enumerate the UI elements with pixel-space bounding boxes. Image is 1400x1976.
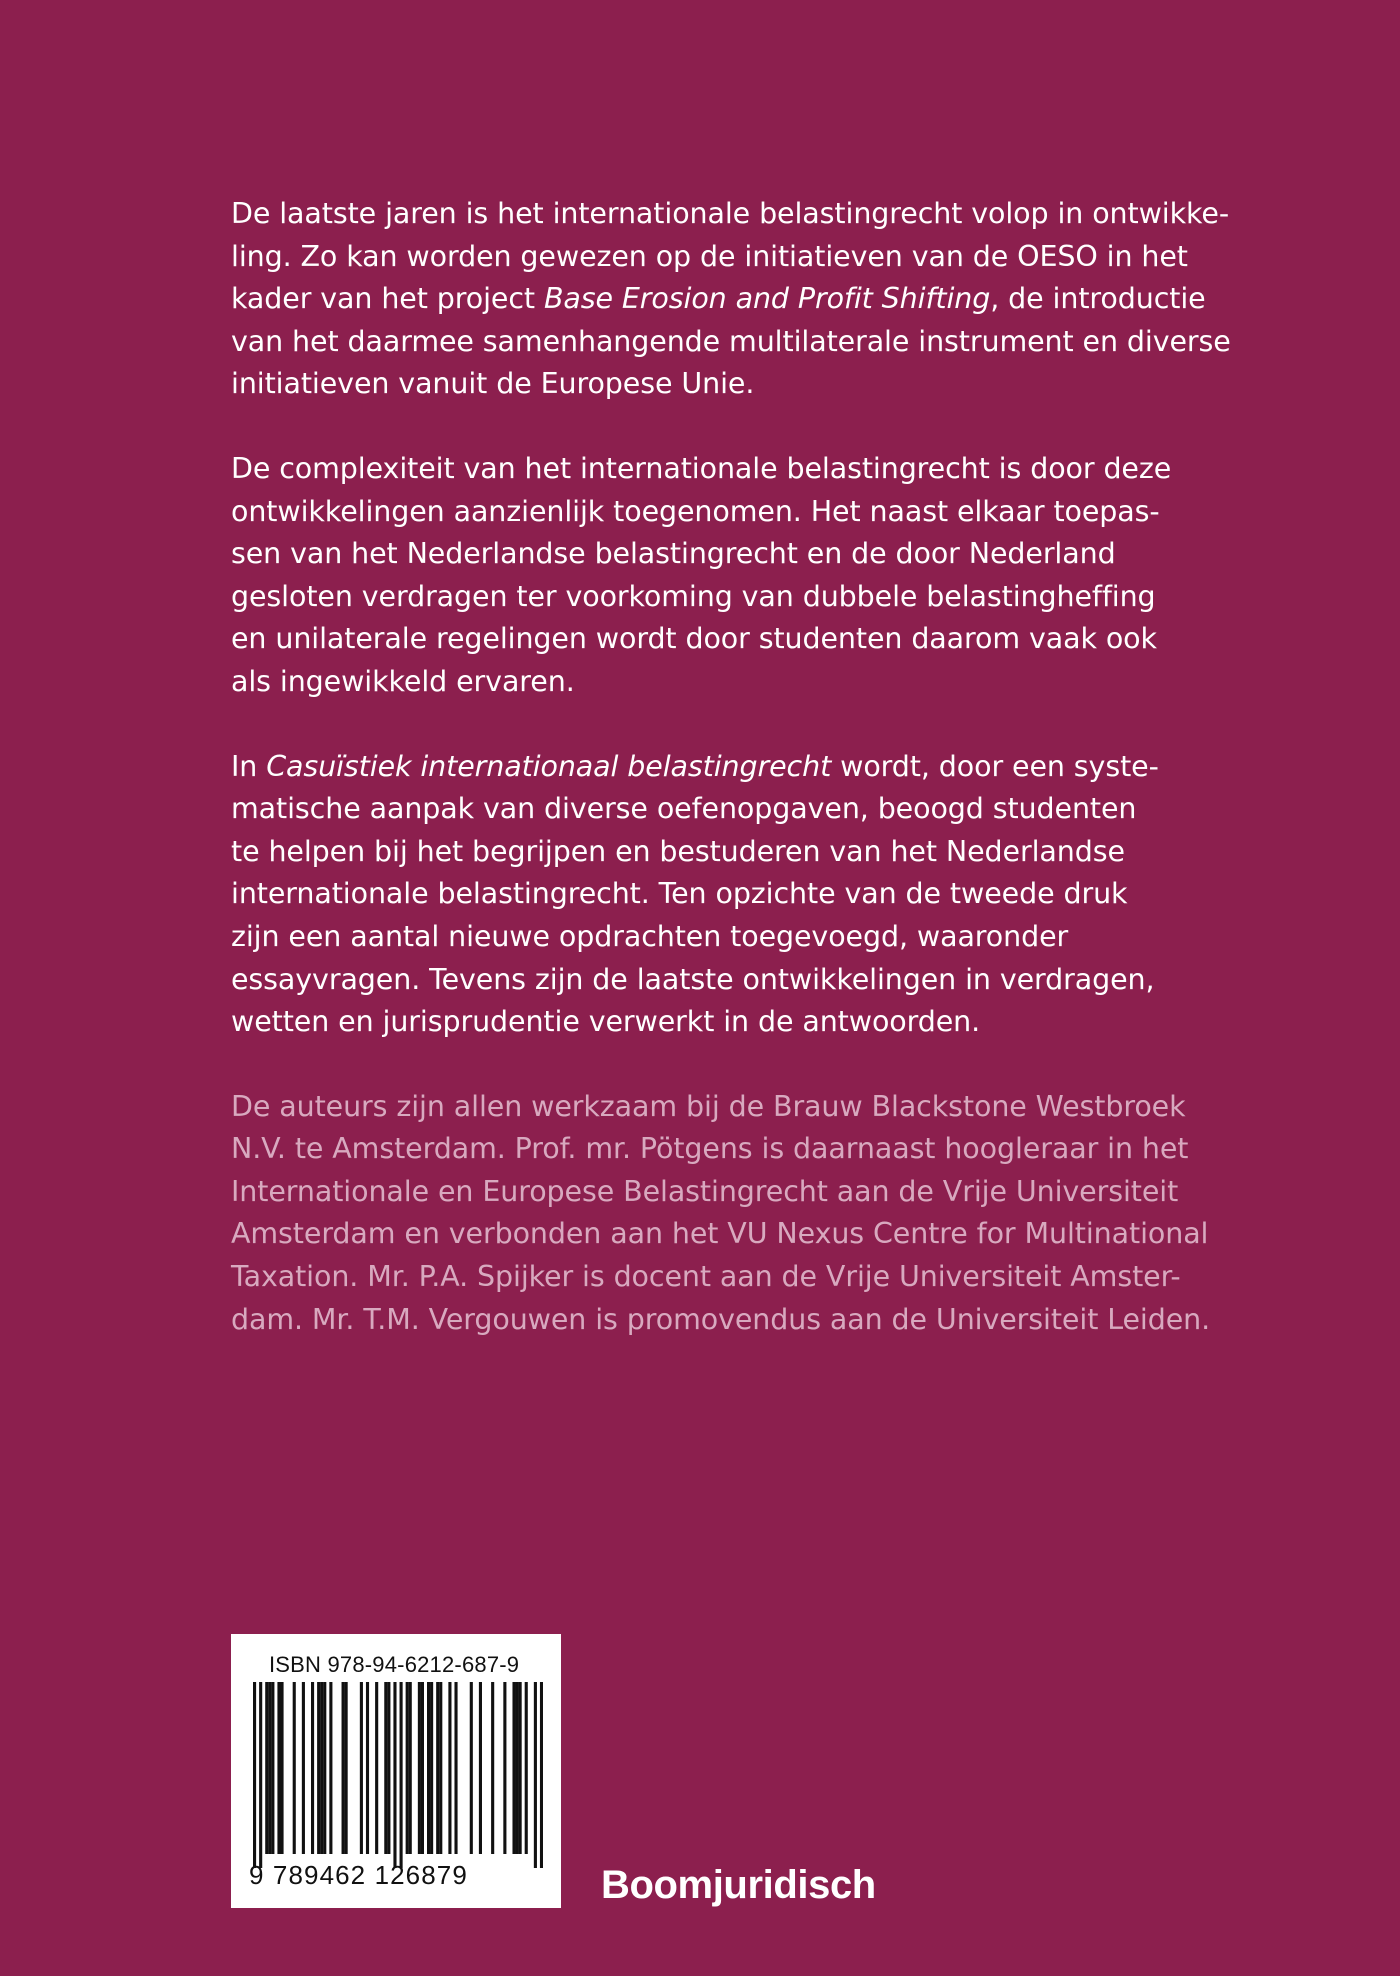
barcode-bar: [409, 1682, 412, 1854]
blurb-line: kader van het project Base Erosion and Profit Shifting, de introductie: [231, 282, 1206, 316]
blurb-line: matische aanpak van diverse oefenopgaven, beoogd studenten: [231, 792, 1137, 826]
isbn-barcode: [231, 1634, 561, 1908]
barcode-bar: [271, 1682, 274, 1854]
barcode-bar: [265, 1682, 268, 1854]
barcode-bar: [436, 1682, 439, 1854]
blurb-line: en unilaterale regelingen wordt door studenten daarom vaak ook: [231, 622, 1157, 656]
barcode-bar: [393, 1682, 396, 1868]
barcode-bar: [454, 1682, 457, 1854]
blurb-line: ling. Zo kan worden gewezen op de initiatieven van de OESO in het: [231, 239, 1188, 273]
barcode-bar: [430, 1682, 433, 1854]
authors-line: N.V. te Amsterdam. Prof. mr. Pötgens is daarnaast hoogleraar in het: [231, 1132, 1189, 1166]
barcode-bar: [342, 1682, 345, 1854]
barcode-bar: [302, 1682, 305, 1854]
barcode-bar: [280, 1682, 283, 1854]
barcode-bar: [503, 1682, 506, 1854]
authors-line: Internationale en Europese Belastingrecht aan de Vrije Universiteit: [231, 1174, 1179, 1208]
barcode-bar: [406, 1682, 409, 1854]
barcode-bar: [277, 1682, 280, 1854]
barcode-bar: [253, 1682, 256, 1868]
barcode-digits: 9 789462 126879: [249, 1860, 468, 1890]
blurb-line: essayvragen. Tevens zijn de laatste ontwikkelingen in verdragen,: [231, 962, 1155, 996]
barcode-bar: [540, 1682, 543, 1868]
barcode-bar: [519, 1682, 522, 1854]
barcode-bar: [293, 1682, 296, 1854]
barcode-bar: [323, 1682, 326, 1854]
barcode-bar: [470, 1682, 473, 1854]
blurb-line: initiatieven vanuit de Europese Unie.: [231, 367, 755, 401]
barcode-bar: [329, 1682, 332, 1854]
authors-paragraph: [231, 1086, 1211, 1342]
isbn-label: ISBN 978-94-6212-687-9: [269, 1652, 520, 1677]
barcode-bar: [525, 1682, 528, 1854]
blurb-paragraph-1: [231, 193, 1231, 406]
blurb-line: gesloten verdragen ter voorkoming van dubbele belastingheffing: [231, 579, 1156, 613]
blurb-line: zijn een aantal nieuwe opdrachten toegevoegd, waaronder: [231, 919, 1069, 953]
barcode-bar: [366, 1682, 369, 1854]
barcode-bar: [421, 1682, 424, 1854]
barcode-bar: [439, 1682, 442, 1854]
authors-line: Taxation. Mr. P.A. Spijker is docent aan de Vrije Universiteit Amster-: [231, 1260, 1181, 1294]
barcode-bar: [320, 1682, 323, 1854]
barcode-bar: [479, 1682, 482, 1854]
blurb-line: van het daarmee samenhangende multilaterale instrument en diverse: [231, 324, 1231, 358]
blurb-line: ontwikkelingen aanzienlijk toegenomen. Het naast elkaar toepas-: [231, 494, 1160, 528]
barcode-bar: [448, 1682, 451, 1854]
barcode-bar: [375, 1682, 378, 1854]
blurb-line: De laatste jaren is het internationale belastingrecht volop in ontwikke-: [231, 197, 1230, 230]
barcode-bar: [534, 1682, 537, 1868]
barcode-bar: [311, 1682, 314, 1854]
publisher-logo: Boomjuridisch: [601, 1863, 876, 1907]
blurb-line: internationale belastingrecht. Ten opzichte van de tweede druk: [231, 877, 1128, 911]
barcode-bar: [387, 1682, 390, 1854]
blurb-line: sen van het Nederlandse belastingrecht en de door Nederland: [231, 537, 1116, 571]
blurb-text: [231, 193, 1231, 1341]
barcode-bars: [253, 1682, 543, 1868]
authors-line: De auteurs zijn allen werkzaam bij de Brauw Blackstone Westbroek: [231, 1089, 1186, 1123]
barcode-bar: [345, 1682, 348, 1854]
authors-line: Amsterdam en verbonden aan het VU Nexus Centre for Multinational: [231, 1217, 1209, 1251]
blurb-line: wetten en jurisprudentie verwerkt in de antwoorden.: [231, 1005, 981, 1039]
barcode-bar: [268, 1682, 271, 1854]
blurb-paragraph-3: [231, 746, 1191, 1044]
barcode-bar: [516, 1682, 519, 1854]
blurb-line: te helpen bij het begrijpen en bestuderen van het Nederlandse: [231, 834, 1125, 868]
barcode-bar: [512, 1682, 515, 1854]
barcode-bar: [418, 1682, 421, 1854]
blurb-line: In Casuïstiek internationaal belastingrecht wordt, door een syste-: [231, 749, 1159, 783]
blurb-line: als ingewikkeld ervaren.: [231, 664, 575, 698]
barcode-bar: [400, 1682, 403, 1868]
barcode-bar: [259, 1682, 262, 1868]
blurb-line: De complexiteit van het internationale belastingrecht is door deze: [231, 451, 1172, 485]
barcode-bar: [384, 1682, 387, 1854]
barcode-bar: [317, 1682, 320, 1854]
blurb-paragraph-2: [231, 448, 1191, 704]
barcode-bar: [491, 1682, 494, 1854]
authors-line: dam. Mr. T.M. Vergouwen is promovendus aan de Universiteit Leiden.: [231, 1302, 1211, 1336]
barcode-bar: [427, 1682, 430, 1854]
barcode-bar: [360, 1682, 363, 1854]
